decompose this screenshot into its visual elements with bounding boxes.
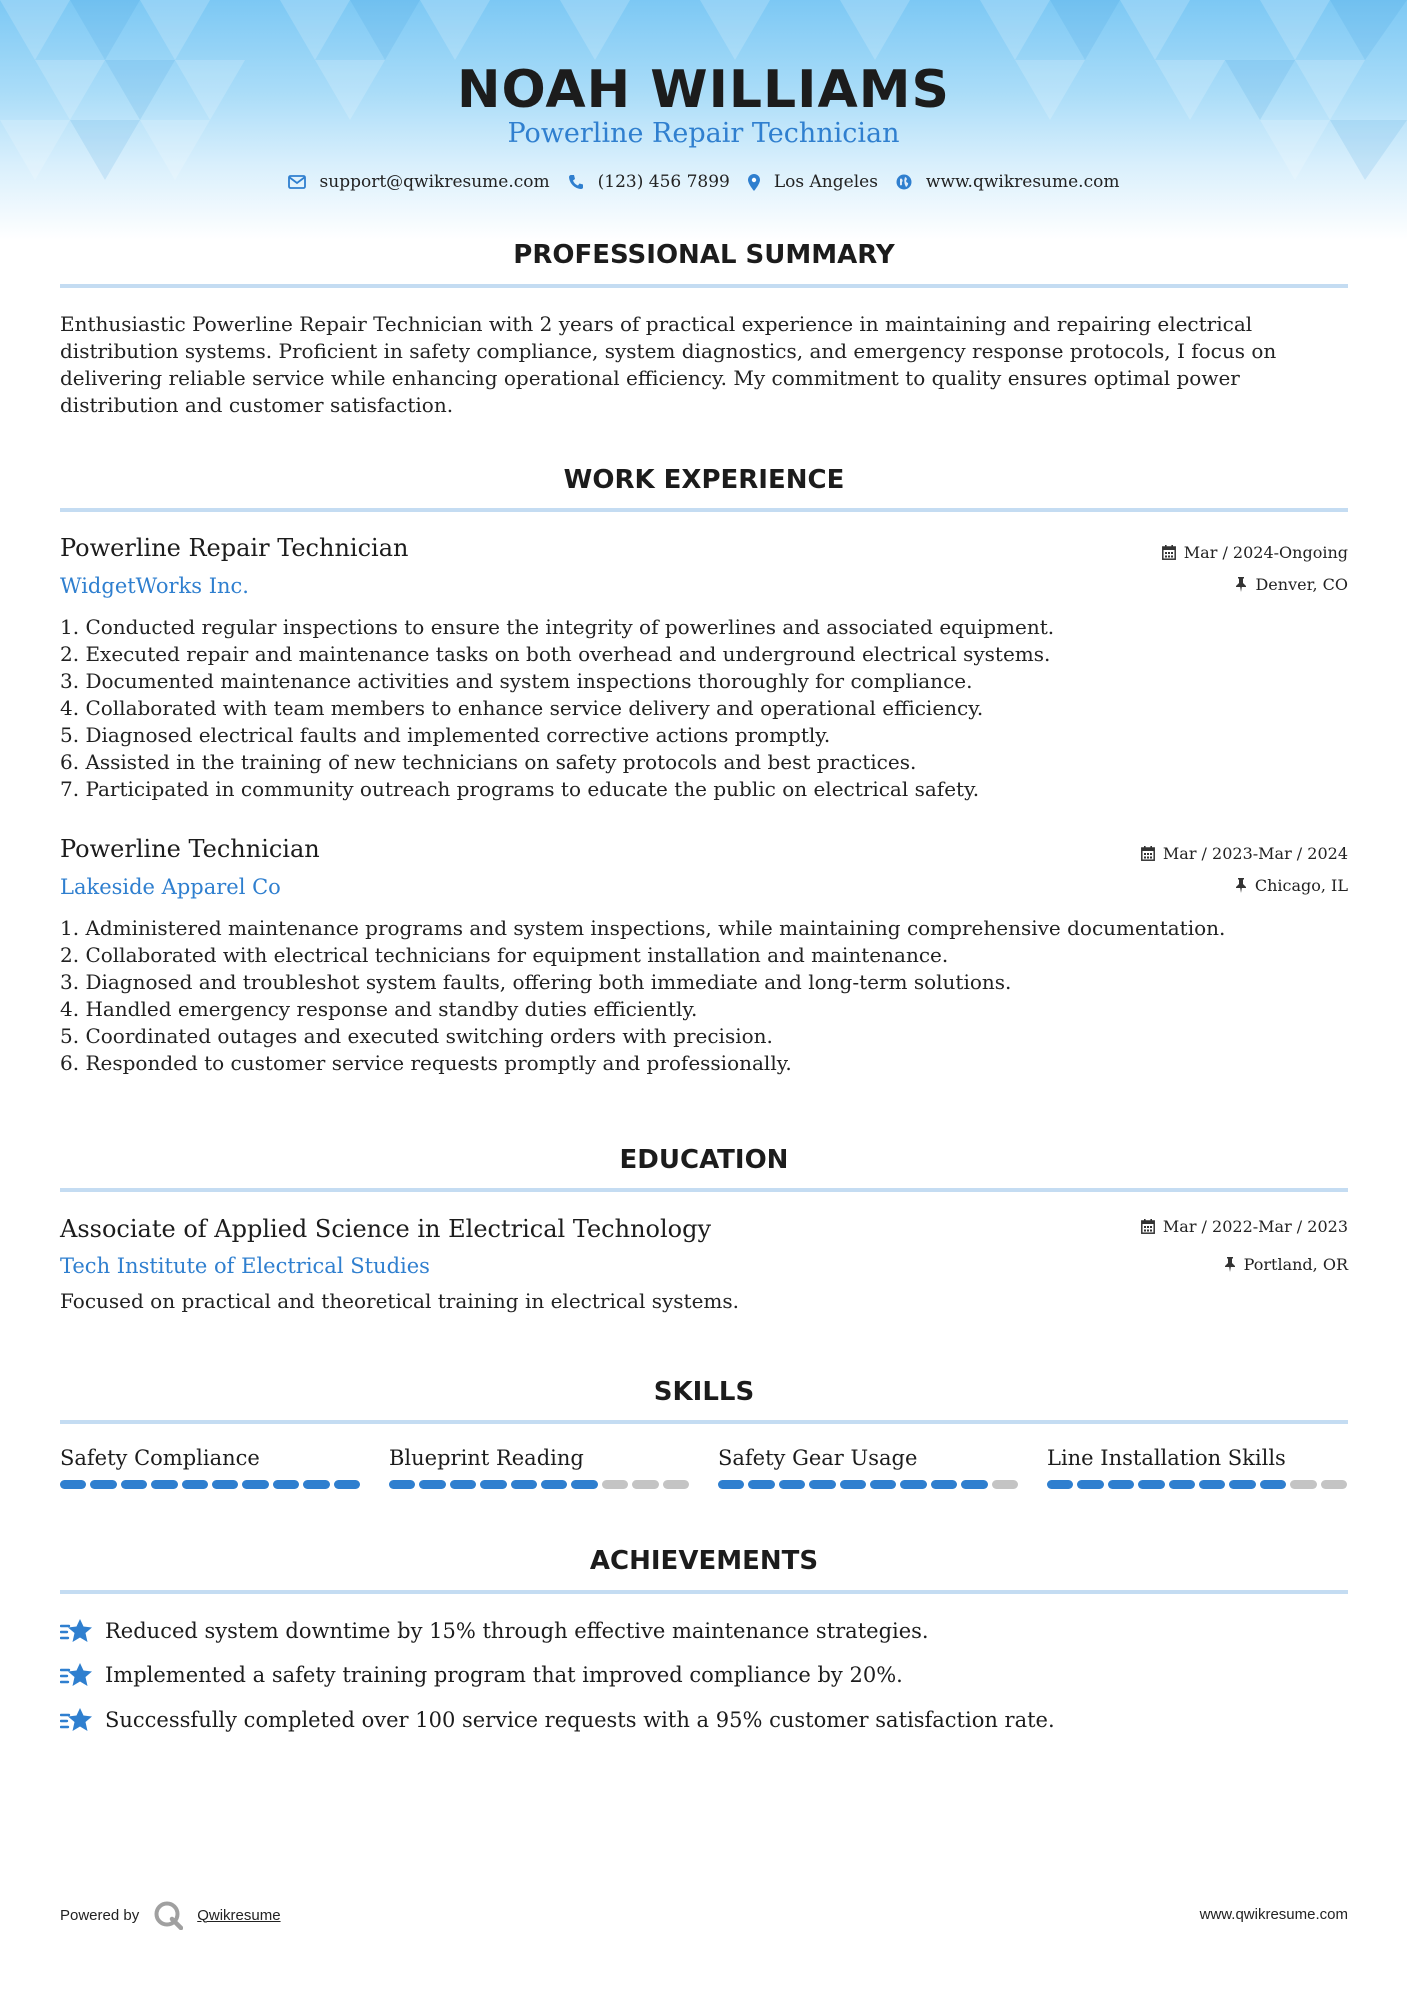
skill-segment-empty <box>632 1480 658 1489</box>
list-item: 2. Executed repair and maintenance tasks on both overhead and underground electrical systems. <box>60 642 1051 666</box>
skill-segment-filled <box>1138 1480 1164 1489</box>
skill-segment-filled <box>1047 1480 1073 1489</box>
list-item: 5. Coordinated outages and executed switching orders with precision. <box>60 1024 773 1048</box>
achievements-heading: ACHIEVEMENTS <box>589 1546 819 1576</box>
location-pin-icon <box>748 174 760 191</box>
skill-segment-filled <box>1108 1480 1134 1489</box>
list-item: 1. Administered maintenance programs and system inspections, while maintaining comprehensive documentation. <box>60 916 1226 940</box>
skill-segment-filled <box>419 1480 445 1489</box>
education-degree: Associate of Applied Science in Electrical Technology <box>60 1215 712 1243</box>
calendar-icon <box>1162 545 1176 560</box>
job-bullet-list <box>60 915 1348 1077</box>
summary-divider <box>60 284 1348 288</box>
shooting-star-icon <box>60 1617 93 1645</box>
calendar-icon <box>1141 1219 1155 1234</box>
education-location <box>1224 1255 1348 1274</box>
achievement-text: Reduced system downtime by 15% through effective maintenance strategies. <box>105 1619 929 1643</box>
list-item: 3. Documented maintenance activities and system inspections thoroughly for compliance. <box>60 669 973 693</box>
skill-segment-filled <box>809 1480 835 1489</box>
skill-segment-filled <box>1077 1480 1103 1489</box>
skill-name: Safety Compliance <box>60 1446 260 1470</box>
summary-text: Enthusiastic Powerline Repair Technician with 2 years of practical experience in maintaining and repairing electrical distribution systems. Proficient in safety compliance, system diagnostics, and emergency response protocols, I focus on delivering reliable service while enhancing operational efficiency. My commitment to quality ensures optimal power distribution and customer satisfaction. <box>60 312 1277 417</box>
skill-segment-filled <box>1169 1480 1195 1489</box>
experience-heading: WORK EXPERIENCE <box>563 465 845 495</box>
contact-website-text: www.qwikresume.com <box>925 172 1120 192</box>
skill-segment-filled <box>931 1480 957 1489</box>
education-description: Focused on practical and theoretical training in electrical systems. <box>60 1289 740 1313</box>
job-location-text: Denver, CO <box>1255 575 1348 594</box>
skill-item <box>718 1446 1018 1489</box>
skill-segment-filled <box>242 1480 268 1489</box>
list-item: 5. Diagnosed electrical faults and implemented corrective actions promptly. <box>60 723 831 747</box>
skill-item <box>389 1446 689 1489</box>
job-company: Lakeside Apparel Co <box>60 875 281 899</box>
list-item: 2. Collaborated with electrical technicians for equipment installation and maintenance. <box>60 943 949 967</box>
education-divider <box>60 1188 1348 1192</box>
powered-by-label: Powered by <box>60 1906 140 1924</box>
achievement-text: Implemented a safety training program that improved compliance by 20%. <box>105 1663 903 1687</box>
envelope-icon <box>288 175 306 189</box>
pushpin-icon <box>1235 878 1247 893</box>
achievement-item <box>60 1661 903 1689</box>
skill-name: Safety Gear Usage <box>718 1446 918 1470</box>
contact-bar <box>0 172 1407 192</box>
job-dates-text: Mar / 2024-Ongoing <box>1183 543 1348 562</box>
candidate-title: Powerline Repair Technician <box>507 118 900 149</box>
globe-icon <box>896 174 912 190</box>
job-title: Powerline Technician <box>60 835 320 863</box>
skill-segment-filled <box>900 1480 926 1489</box>
skills-heading: SKILLS <box>653 1377 755 1407</box>
skills-divider <box>60 1420 1348 1424</box>
skill-segment-empty <box>663 1480 689 1489</box>
qwikresume-logo-icon <box>153 1900 183 1930</box>
shooting-star-icon <box>60 1661 93 1689</box>
education-dates <box>1141 1217 1348 1236</box>
job-location-text: Chicago, IL <box>1254 876 1348 895</box>
skill-segment-filled <box>151 1480 177 1489</box>
job-dates <box>1141 844 1348 863</box>
list-item: 4. Handled emergency response and standby duties efficiently. <box>60 997 698 1021</box>
education-location-text: Portland, OR <box>1243 1255 1348 1274</box>
contact-phone[interactable] <box>568 172 730 192</box>
skill-segment-filled <box>571 1480 597 1489</box>
shooting-star-icon <box>60 1706 93 1734</box>
pushpin-icon <box>1235 577 1247 592</box>
skill-segment-filled <box>212 1480 238 1489</box>
experience-divider <box>60 508 1348 512</box>
skill-segment-filled <box>60 1480 86 1489</box>
skill-level-bar <box>60 1480 360 1489</box>
skill-segment-filled <box>182 1480 208 1489</box>
summary-heading: PROFESSIONAL SUMMARY <box>513 240 895 270</box>
skill-segment-filled <box>389 1480 415 1489</box>
education-school: Tech Institute of Electrical Studies <box>60 1254 430 1278</box>
skill-segment-filled <box>90 1480 116 1489</box>
job-title: Powerline Repair Technician <box>60 534 409 562</box>
list-item: 6. Responded to customer service requests promptly and professionally. <box>60 1051 792 1075</box>
skill-segment-filled <box>480 1480 506 1489</box>
skill-level-bar <box>718 1480 1018 1489</box>
skill-segment-filled <box>1260 1480 1286 1489</box>
skill-segment-filled <box>1229 1480 1255 1489</box>
skill-level-bar <box>389 1480 689 1489</box>
education-dates-text: Mar / 2022-Mar / 2023 <box>1162 1217 1348 1236</box>
achievements-divider <box>60 1590 1348 1594</box>
job-company: WidgetWorks Inc. <box>60 574 249 598</box>
list-item: 1. Conducted regular inspections to ensure the integrity of powerlines and associated equipment. <box>60 615 1055 639</box>
qwikresume-link[interactable]: Qwikresume <box>197 1906 281 1924</box>
skill-segment-filled <box>121 1480 147 1489</box>
achievement-item <box>60 1706 1055 1734</box>
skill-segment-filled <box>541 1480 567 1489</box>
skill-segment-filled <box>718 1480 744 1489</box>
skill-item <box>60 1446 360 1489</box>
skill-segment-empty <box>1321 1480 1347 1489</box>
skill-level-bar <box>1047 1480 1347 1489</box>
skill-item <box>1047 1446 1347 1489</box>
achievement-text: Successfully completed over 100 service requests with a 95% customer satisfaction rate. <box>105 1708 1055 1732</box>
skills-grid <box>60 1446 1348 1489</box>
footer-url[interactable]: www.qwikresume.com <box>1199 1906 1348 1923</box>
list-item: 6. Assisted in the training of new technicians on safety protocols and best practices. <box>60 750 917 774</box>
achievement-item <box>60 1617 929 1645</box>
skill-segment-empty <box>992 1480 1018 1489</box>
job-dates <box>1162 543 1348 562</box>
contact-phone-text: (123) 456 7899 <box>597 172 730 192</box>
job-bullet-list <box>60 614 1348 803</box>
pushpin-icon <box>1224 1257 1236 1272</box>
skill-segment-filled <box>334 1480 360 1489</box>
skill-segment-filled <box>273 1480 299 1489</box>
calendar-icon <box>1141 846 1155 861</box>
footer-powered-by <box>60 1900 281 1930</box>
contact-email-text: support@qwikresume.com <box>319 172 550 192</box>
contact-location <box>748 172 878 192</box>
contact-location-text: Los Angeles <box>773 172 878 192</box>
contact-email[interactable] <box>288 172 550 192</box>
job-dates-text: Mar / 2023-Mar / 2024 <box>1162 844 1348 863</box>
candidate-name: NOAH WILLIAMS <box>457 60 950 120</box>
skill-segment-filled <box>303 1480 329 1489</box>
skill-segment-filled <box>511 1480 537 1489</box>
list-item: 4. Collaborated with team members to enhance service delivery and operational efficiency. <box>60 696 984 720</box>
skill-name: Blueprint Reading <box>389 1446 584 1470</box>
skill-name: Line Installation Skills <box>1047 1446 1286 1470</box>
skill-segment-empty <box>1290 1480 1316 1489</box>
skill-segment-filled <box>1199 1480 1225 1489</box>
skill-segment-filled <box>961 1480 987 1489</box>
list-item: 7. Participated in community outreach programs to educate the public on electrical safety. <box>60 777 980 801</box>
phone-icon <box>568 174 584 190</box>
skill-segment-filled <box>870 1480 896 1489</box>
contact-website[interactable] <box>896 172 1120 192</box>
skill-segment-empty <box>602 1480 628 1489</box>
skill-segment-filled <box>779 1480 805 1489</box>
skill-segment-filled <box>840 1480 866 1489</box>
list-item: 3. Diagnosed and troubleshot system faults, offering both immediate and long-term solutions. <box>60 970 1012 994</box>
skill-segment-filled <box>450 1480 476 1489</box>
job-location <box>1235 876 1348 895</box>
job-location <box>1235 575 1348 594</box>
education-heading: EDUCATION <box>619 1145 789 1175</box>
skill-segment-filled <box>748 1480 774 1489</box>
